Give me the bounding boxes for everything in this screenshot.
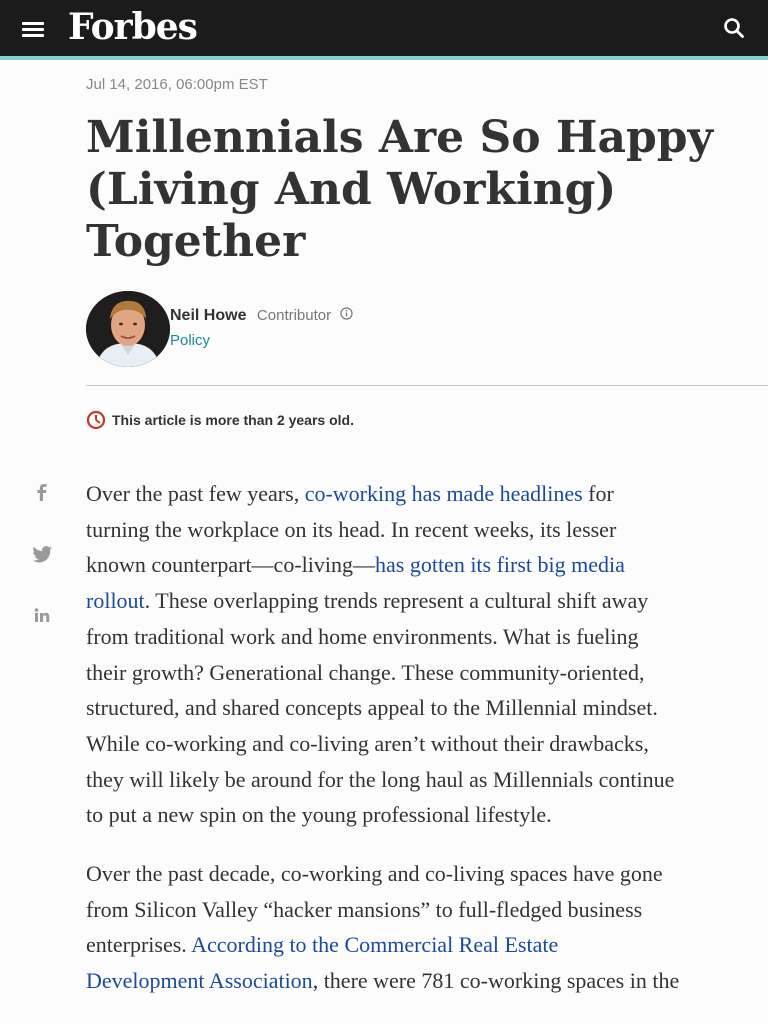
text-line: turning the workplace on its head. In recent weeks, its lesser	[86, 516, 617, 542]
text-line: Over the past decade, co-working and co-living spaces have gone	[86, 861, 663, 886]
text-line: from traditional work and home environments. What is fueling	[86, 623, 639, 649]
link-development-association[interactable]: Development Association	[86, 968, 313, 994]
text-run: known counterpart—co-living—	[86, 552, 375, 578]
info-icon[interactable]	[340, 307, 353, 325]
text-run: Over the past few years,	[86, 481, 305, 506]
notice-text: This article is more than 2 years old.	[112, 412, 354, 428]
text-line	[86, 547, 768, 583]
article-paragraph	[86, 856, 768, 999]
author-role: Contributor	[256, 307, 332, 325]
link-rollout[interactable]: rollout	[86, 588, 145, 614]
link-co-working-headlines[interactable]: co-working has made headlines	[304, 481, 583, 506]
clock-warning-icon	[86, 410, 106, 430]
text-line: they will likely be around for the long haul as Millennials continue	[86, 766, 675, 792]
text-run: enterprises.	[86, 932, 192, 958]
linkedin-icon[interactable]	[30, 604, 54, 633]
text-run: , there were 781 co-working spaces in the	[312, 968, 680, 994]
title-line: Together	[86, 216, 306, 267]
text-run: . These overlapping trends represent a cultural shift away	[144, 588, 649, 614]
author-name[interactable]: Neil Howe	[170, 307, 247, 325]
author-avatar[interactable]	[86, 291, 170, 367]
twitter-icon[interactable]	[30, 542, 54, 571]
text-line: structured, and shared concepts appeal to the Millennial mindset.	[86, 695, 658, 721]
hamburger-menu-icon[interactable]	[22, 18, 46, 38]
forbes-logo[interactable]: Forbes	[68, 6, 197, 48]
top-nav-bar	[0, 0, 768, 56]
text-line: to put a new spin on the young professional lifestyle.	[86, 802, 552, 828]
topic-link-policy[interactable]: Policy	[170, 332, 211, 349]
search-icon[interactable]	[722, 16, 746, 40]
author-line	[170, 307, 353, 325]
link-co-living-media[interactable]: has gotten its first big media	[375, 552, 625, 578]
publish-date: Jul 14, 2016, 06:00pm EST	[86, 76, 268, 93]
article-title	[86, 112, 726, 268]
text-line: from Silicon Valley “hacker mansions” to full-fledged business	[86, 896, 643, 922]
text-line	[86, 476, 768, 512]
text-line: their growth? Generational change. These community-oriented,	[86, 659, 645, 685]
header-accent-line	[0, 56, 768, 60]
facebook-icon[interactable]	[30, 480, 54, 509]
article-age-notice	[86, 410, 354, 430]
divider	[86, 385, 768, 386]
title-line: (Living And Working)	[86, 164, 617, 215]
title-line: Millennials Are So Happy	[86, 112, 714, 163]
text-line: While co-working and co-living aren’t without their drawbacks,	[86, 730, 649, 756]
text-line	[86, 927, 768, 963]
text-run: for	[582, 481, 614, 506]
text-line	[86, 963, 768, 999]
link-commercial-real-estate[interactable]: According to the Commercial Real Estate	[191, 932, 559, 958]
article-paragraph	[86, 476, 768, 833]
text-line	[86, 583, 768, 619]
